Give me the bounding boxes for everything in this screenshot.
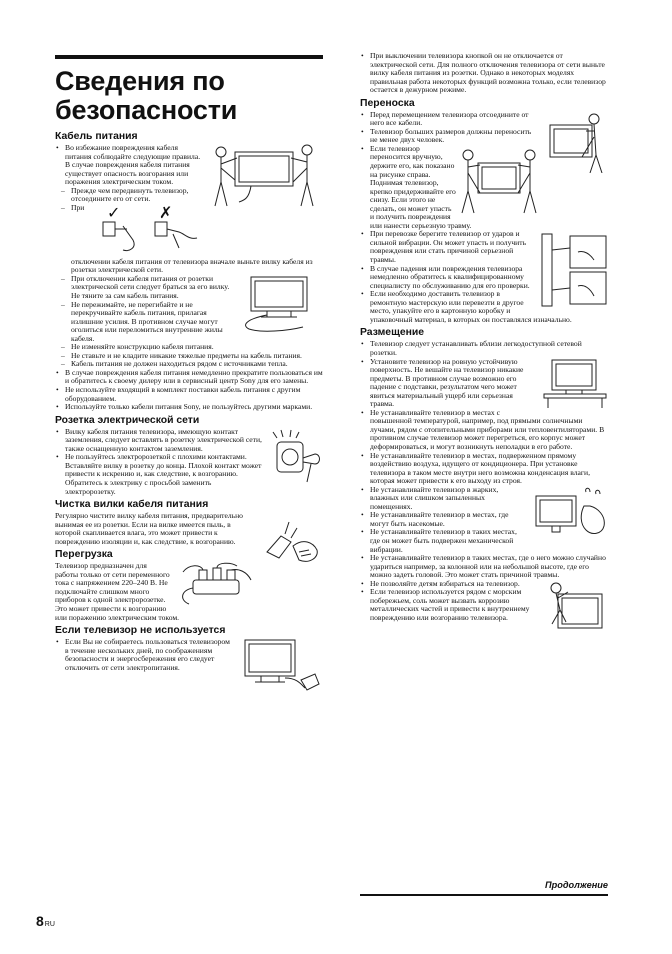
page-title: Сведения по безопасности (55, 66, 238, 125)
plug-cleaning-text: Регулярно чистите вилку кабеля питания, предварительно вынимая ее из розетки. Если на вилке имеется пыль, в которой скапливается влага, это может привести к повреждению изоляции и, как следствие, к возгоранию. (55, 511, 243, 546)
section-power-cord (55, 131, 323, 412)
list-item: – Не ставьте и не кладите никакие тяжелые предметы на кабель питания. (55, 352, 323, 361)
list-item: • Перед перемещением телевизора отсоедините от него все кабели. (360, 111, 608, 128)
list-item: • Вилку кабеля питания телевизора, имеющую контакт заземления, следует вставлять в розетку электрической сети, также оснащенную контактом заземления. (55, 428, 323, 454)
tv-unplug-illustration (239, 638, 323, 696)
list-item: • Телевизор больших размеров должны переносить не менее двух человек. (360, 128, 608, 145)
two-people-holding-tv-illustration (460, 145, 538, 215)
list-item: • В случае падения или повреждения телевизора немедленно обратитесь к квалифицированному специалисту по обслуживанию для его проверки. (360, 265, 608, 291)
list-item: • Телевизор следует устанавливать вблизи легкодоступной сетевой розетки. (360, 340, 608, 357)
heading-outlet: Розетка электрической сети (55, 414, 200, 426)
heading-placement: Размещение (360, 327, 425, 339)
list-item: • В случае повреждения кабеля питания немедленно прекратите пользоваться им и обратитесь к своему дилеру или в сервисный центр Sony для его замены. (55, 369, 323, 386)
heading-carrying: Переноска (360, 97, 415, 109)
list-item: • Если необходимо доставить телевизор в ремонтную мастерскую или перевезти в другое место, упакуйте его в картонную коробку и упаковочный материал, в которых он поставлялся изначально. (360, 290, 608, 324)
list-item: – ✓ ✗ При отключении кабеля питания от телевизора вначале выньте вилку кабеля из розетки электрической сети. (55, 204, 323, 275)
list-item: – Не пережимайте, не перегибайте и не перекручивайте кабель питания, прилагая излишние усилия. В противном случае могут оголиться или переломиться внутренние жилы кабеля. (55, 301, 323, 344)
list-item: • Используйте только кабели питания Sony, не пользуйтесь другими марками. (55, 403, 323, 412)
list-item: • Не устанавливайте телевизор в жарких, влажных или слишком запыленных помещениях. (360, 486, 608, 512)
list-item: • Не устанавливайте телевизор в таких местах, где о него можно случайно удариться например, за колонной или на небольшой высоте, где его можно задеть головой. Это может стать причиной травмы. (360, 554, 608, 580)
overloaded-extension-illustration (175, 562, 255, 608)
list-item: • Не устанавливайте телевизор в местах с повышенной температурой, например, под прямыми солнечными лучами, рядом с отопительными приборами или тепловентиляторами. В противном случае телевизор может перегреться, его корпус может деформироваться, и могут возникнуть неполадки в его работе. (360, 409, 608, 452)
section-placement (360, 327, 608, 622)
svg-text:✗: ✗ (159, 203, 173, 222)
list-item: – При отключении кабеля питания от розетки электрической сети следует браться за его вилку. Не тяните за сам кабель питания. (55, 275, 323, 301)
list-item: • При перевозке берегите телевизор от ударов и сильной вибрации. Он может упасть и получить повреждения или стать причиной серьезной травмы. (360, 230, 608, 264)
list-item: • При выключении телевизора кнопкой он не отключается от электрической сети. Для полного отключения телевизора от сети выньте вилку кабеля питания из розетки. Однако в некоторых моделях правильная работа некоторых функций возможна только, если телевизор остается в дежурном режиме. (360, 52, 608, 95)
list-item: – Кабель питания не должен находиться рядом с источниками тепла. (55, 360, 323, 369)
page-language: RU (44, 921, 55, 928)
list-item: • Не устанавливайте телевизор в местах, подверженном прямому воздействию воздуха, идущего от кондиционера. При установке телевизора в таком месте внутри него возможна конденсация влаги, которая может привести к его выходу из строя. (360, 452, 608, 486)
footer-rule (360, 894, 608, 896)
heading-overload: Перегрузка (55, 549, 113, 561)
overload-text: Телевизор предназначен для работы только от сети переменного тока с напряжением 220–240 В. Не подключайте слишком много приборов к одной электророзетке. Это может привести к возгоранию или поражению электрическим током. (55, 561, 180, 622)
heading-plug-cleaning: Чистка вилки кабеля питания (55, 499, 209, 511)
list-item: • Установите телевизор на ровную устойчивую поверхность. Не вешайте на телевизор никакие предметы. В противном случае возможно его падение с подставки, результатом чего может явиться материальный ущерб или серьезная травма. (360, 358, 608, 409)
tv-on-table-illustration (542, 358, 608, 410)
list-item: • Если Вы не собираетесь пользоваться телевизором в течение нескольких дней, по соображениям безопасности и энергосбережения его следует отключить от сети электропитания. (55, 638, 323, 672)
page-number (36, 913, 55, 931)
heading-power-cord: Кабель питания (55, 131, 138, 142)
section-plug-cleaning (55, 499, 323, 546)
list-item: • Если телевизор используется рядом с морским побережьем, соль может вызвать коррозию металлических частей и привести к внутреннему повреждению или возгоранию телевизора. (360, 588, 608, 622)
section-carrying (360, 98, 608, 325)
list-item: • Не используйте входящий в комплект поставки кабель питания с другим оборудованием. (55, 386, 323, 403)
left-column (55, 55, 323, 698)
list-item: – Не изменяйте конструкцию кабеля питания. (55, 343, 323, 352)
list-item: • Не устанавливайте телевизор в местах, где могут быть насекомые. (360, 511, 608, 528)
section-overload (55, 549, 323, 622)
svg-text:✓: – ✓ (107, 203, 121, 222)
continued-note: Продолжение (545, 880, 608, 890)
list-item: • Не устанавливайте телевизор в таких местах, где он может быть подвержен механической вибрации. (360, 528, 608, 554)
page-number-value: 8 (36, 913, 44, 929)
list-item: – Прежде чем передвинуть телевизор, отсоедините его от сети. (55, 187, 323, 204)
section-not-used (55, 625, 323, 672)
list-item: • Во избежание повреждения кабеля питания соблюдайте следующие правила. В случае повреждения кабеля питания существует опасность возгорания или поражения электрическим током. (55, 144, 323, 187)
list-item: • Не позволяйте детям взбираться на телевизор. (360, 580, 608, 589)
list-item: • Не пользуйтесь электророзеткой с плохими контактами. Вставляйте вилку в розетку до конца. Плохой контакт может привести к искрению и, как следствие, к возгоранию. Обратитесь к электрику с просьбой заменить электророзетку. (55, 453, 323, 496)
section-outlet (55, 415, 323, 496)
heading-not-used: Если телевизор не используется (55, 625, 226, 637)
title-rule (55, 55, 323, 59)
right-column (360, 52, 608, 638)
list-item: • Если телевизор переносится вручную, держите его, как показано на рисунке справа. Поднимая телевизор, крепко придерживайте его снизу. Если этого не сделать, он может упасть и получить повреждения или нанести серьезную травму. (360, 145, 608, 230)
unplug-correct-incorrect-illustration (93, 204, 201, 256)
